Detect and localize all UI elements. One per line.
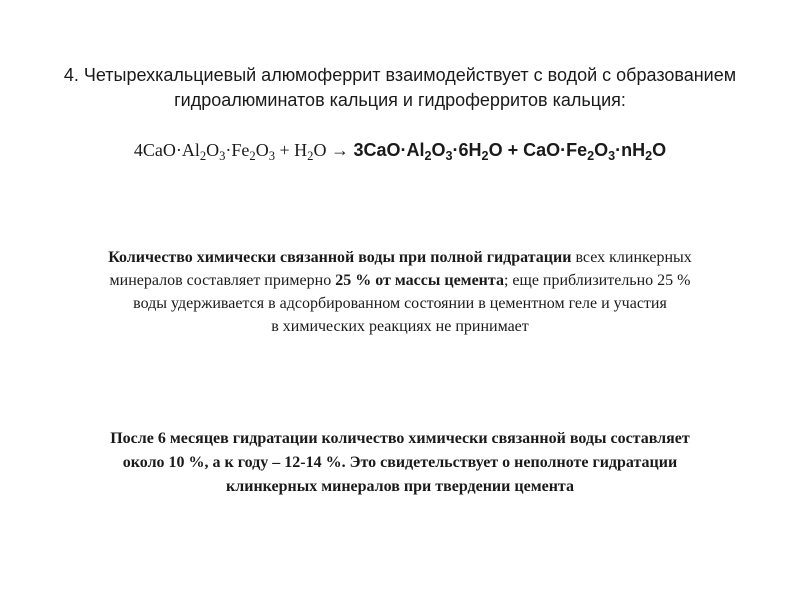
para3-line-1: После 6 месяцев гидратации количество химически связанной воды составляет xyxy=(110,430,690,447)
para2-bold-1: Количество химически связанной воды при полной гидратации xyxy=(108,249,572,266)
hydration-progress-paragraph xyxy=(0,427,800,499)
heading-line-2: гидроалюминатов кальция и гидроферритов кальция: xyxy=(174,90,626,110)
chemical-equation xyxy=(0,138,800,162)
para2-text-1: всех клинкерных xyxy=(571,249,692,266)
para2-bold-2: 25 % от массы цемента xyxy=(335,272,504,289)
para3-line-3: клинкерных минералов при твердении цемента xyxy=(226,478,574,495)
para2-line-4: в химических реакциях не принимает xyxy=(271,318,529,335)
para2-line-3: воды удерживается в адсорбированном состоянии в цементном геле и участия xyxy=(133,295,667,312)
bound-water-paragraph xyxy=(0,246,800,338)
equation-reactants: $4CaO\cdot Al_2O_3\cdot Fe_2O_3 + H_2O$ → xyxy=(133,140,354,163)
heading-paragraph xyxy=(0,63,800,113)
para2-text-2: минералов составляет примерно xyxy=(109,272,336,289)
para3-line-2: около 10 %, а к году – 12-14 %. Это свидетельствует о неполноте гидратации xyxy=(122,454,678,471)
heading-line-1: 4. Четырехкальциевый алюмоферрит взаимодействует с водой с образованием xyxy=(63,65,737,85)
para2-text-3: ; еще приблизительно 25 % xyxy=(503,272,691,289)
equation-products: $3CaO\cdot Al_2O_3\cdot 6H_2O + CaO\cdot Fe_2O_3\cdot nH_2O$ xyxy=(353,140,667,163)
